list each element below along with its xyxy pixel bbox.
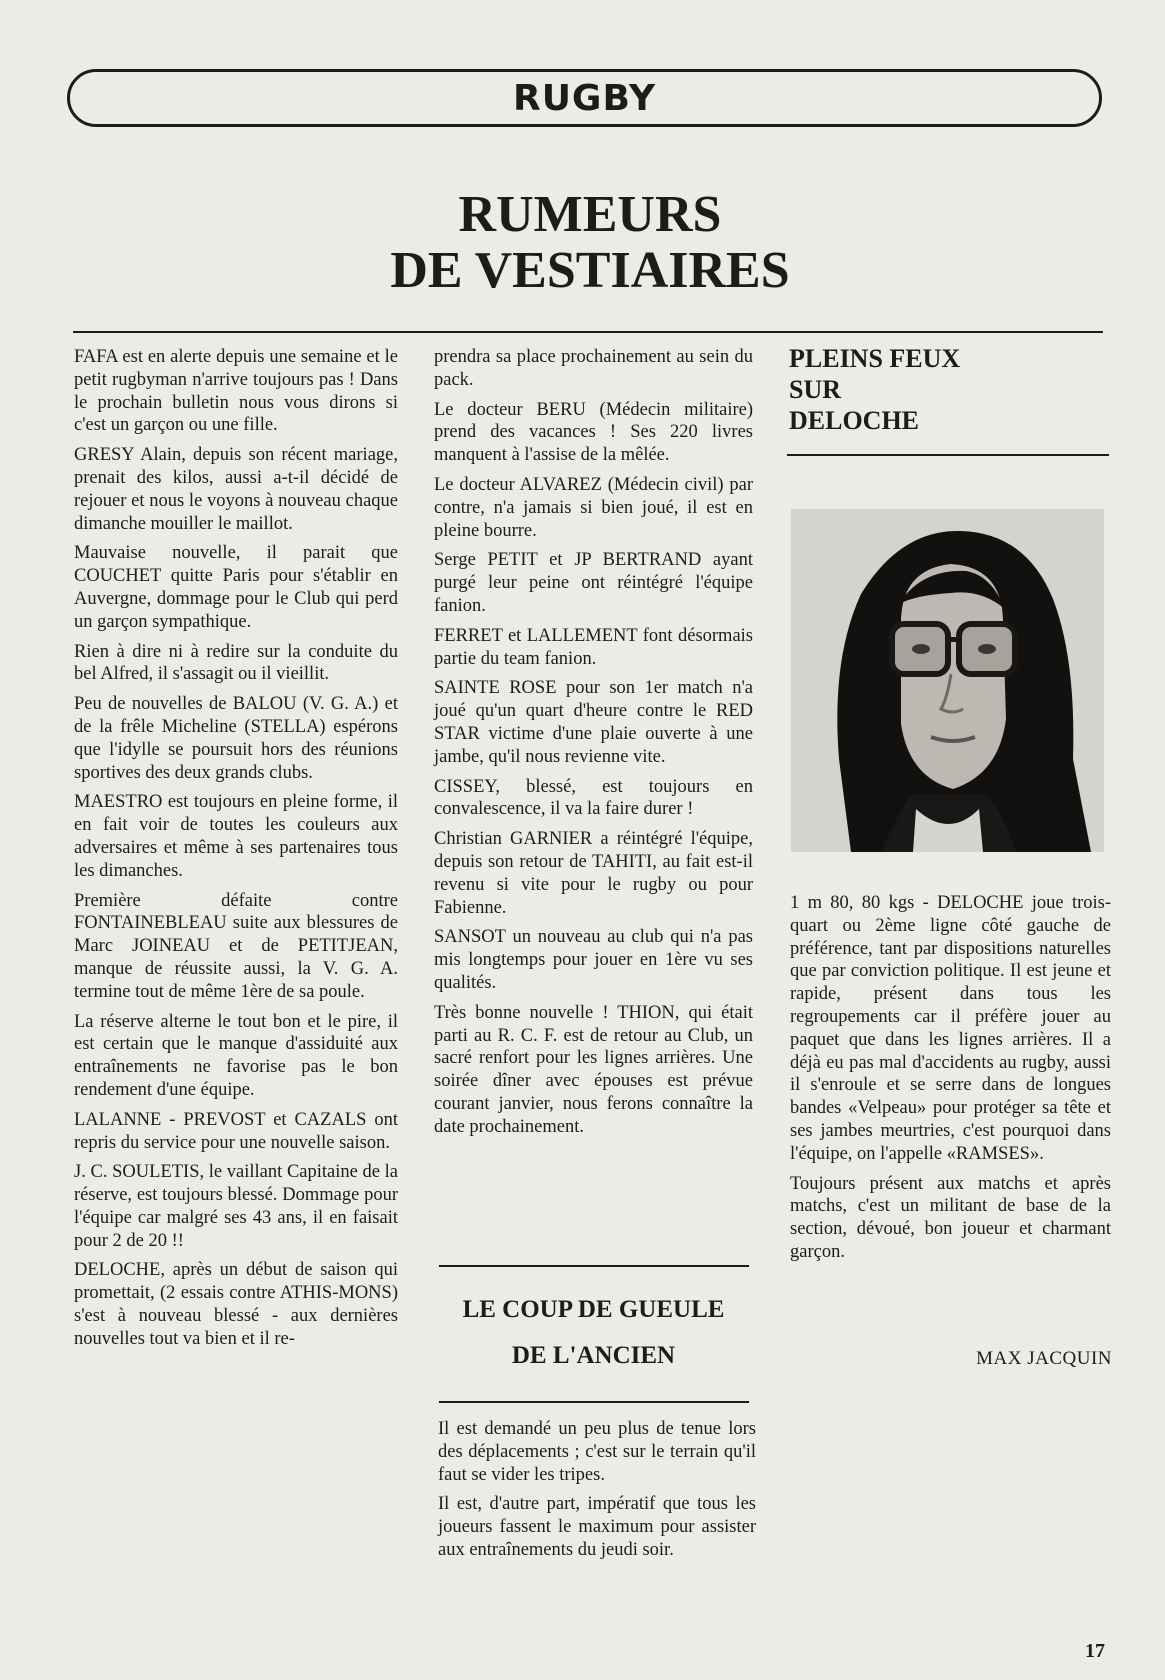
paragraph: FERRET et LALLEMENT font désormais partie du team fanion. <box>434 625 753 669</box>
paragraph: Serge PETIT et JP BERTRAND ayant purgé leur peine ont réintégré l'équipe fanion. <box>434 550 753 616</box>
sidebar-body <box>438 1418 756 1569</box>
paragraph: Très bonne nouvelle ! THION, qui était parti au R. C. F. est de retour au Club, un sacré renfort pour les lignes arrières. Une soirée dîner avec épouses est prévue courant janvier, nous ferons connaître la date prochainement. <box>434 1002 753 1137</box>
paragraph: DELOCHE, après un début de saison qui promettait, (2 essais contre ATHIS-MONS) s'est à nouveau blessé - aux dernières nouvelles tout va bien et il re- <box>74 1260 398 1349</box>
paragraph: Toujours présent aux matchs et après matchs, c'est un militant de base de la section, dévoué, bon joueur et charmant garçon. <box>790 1173 1111 1262</box>
author-byline: MAX JACQUIN <box>976 1348 1112 1369</box>
article-column-2 <box>434 346 753 1146</box>
feature-title-line-1: PLEINS FEUX <box>789 344 961 373</box>
feature-divider <box>787 454 1109 456</box>
paragraph: LALANNE - PREVOST et CAZALS ont repris du service pour une nouvelle saison. <box>74 1109 398 1153</box>
paragraph: MAESTRO est toujours en pleine forme, il en fait voir de toutes les couleurs aux adversaires et même à ses partenaires tous les dimanches. <box>74 792 398 881</box>
feature-title-line-3: DELOCHE <box>789 406 920 435</box>
paragraph: Le docteur ALVAREZ (Médecin civil) par contre, n'a jamais si bien joué, il est en pleine bourre. <box>434 474 753 541</box>
sidebar-divider-bottom <box>439 1401 749 1403</box>
headline-divider <box>73 331 1103 333</box>
paragraph: GRESY Alain, depuis son récent mariage, prenait des kilos, aussi a-t-il décidé de rejouer et nous le voyons à nouveau chaque dimanche mouiller le maillot. <box>74 445 398 534</box>
portrait-photo <box>791 509 1104 852</box>
paragraph: SAINTE ROSE pour son 1er match n'a joué qu'un quart d'heure contre le RED STAR victime d'une plaie ouverte à une jambe, qu'il nous revienne vite. <box>434 678 753 767</box>
paragraph: prendra sa place prochainement au sein du pack. <box>434 347 753 390</box>
section-banner <box>67 69 1102 127</box>
paragraph: SANSOT un nouveau au club qui n'a pas mis longtemps pour jouer en 1ère vu ses qualités. <box>434 927 753 993</box>
article-column-1 <box>74 346 398 1358</box>
article-headline <box>300 187 880 299</box>
paragraph: Il est demandé un peu plus de tenue lors des déplacements ; c'est sur le terrain qu'il faut se vider les tripes. <box>438 1419 756 1485</box>
sidebar-divider-top <box>439 1265 749 1267</box>
section-title: RUGBY <box>512 77 657 119</box>
paragraph: Mauvaise nouvelle, il parait que COUCHET quitte Paris pour s'établir en Auvergne, dommage pour le Club qui perd un garçon sympathique. <box>74 543 398 632</box>
paragraph: Peu de nouvelles de BALOU (V. G. A.) et de la frêle Micheline (STELLA) espérons que l'idylle se poursuit hors des réunions sportives des deux grands clubs. <box>74 694 398 783</box>
paragraph: La réserve alterne le tout bon et le pire, il est certain que le manque d'assiduité aux entraînements ne favorise pas le bon rendement d'une équipe. <box>74 1011 398 1100</box>
paragraph: 1 m 80, 80 kgs - DELOCHE joue trois-quart ou 2ème ligne côté gauche de préférence, tant par dispositions naturelles que par conviction politique. Il est jeune et rapide, présent dans tous les regroupements car il préfère jouer au paquet que dans les lignes arrières. Il a déjà eu pas mal d'accidents au rugby, aussi il s'enroule et se serre dans de longues bandes «Velpeau» pour protéger sa tête et ses jambes meurtries, c'est pourquoi dans l'équipe, on l'appelle «RAMSES». <box>790 893 1111 1164</box>
headline-line-2: DE VESTIAIRES <box>390 242 790 299</box>
page-number: 17 <box>1085 1640 1105 1662</box>
headline-line-1: RUMEURS <box>458 186 722 243</box>
portrait-illustration <box>791 509 1104 852</box>
paragraph: Christian GARNIER a réintégré l'équipe, depuis son retour de TAHITI, au fait est-il revenu si vite pour le rugby ou pour Fabienne. <box>434 829 753 918</box>
paragraph: FAFA est en alerte depuis une semaine et le petit rugbyman n'arrive toujours pas ! Dans le prochain bulletin nous vous dirons si c'est un garçon ou une fille. <box>74 347 398 436</box>
paragraph: J. C. SOULETIS, le vaillant Capitaine de la réserve, est toujours blessé. Dommage pour l'équipe car malgré ses 43 ans, il en faisait pour 2 de 20 !! <box>74 1162 398 1251</box>
paragraph: Première défaite contre FONTAINEBLEAU suite aux blessures de Marc JOINEAU et de PETITJEAN, manque de réussite aussi, la V. G. A. termine tout de même 1ère de sa poule. <box>74 890 398 1002</box>
sidebar-title <box>434 1287 753 1379</box>
paragraph: CISSEY, blessé, est toujours en convalescence, il va la faire durer ! <box>434 776 753 820</box>
sidebar-title-line-1: LE COUP DE GUEULE <box>462 1296 725 1323</box>
feature-title <box>789 343 1089 436</box>
paragraph: Le docteur BERU (Médecin militaire) prend des vacances ! Ses 220 livres manquent à l'assise de la mêlée. <box>434 399 753 466</box>
sidebar-title-line-2: DE L'ANCIEN <box>511 1342 676 1369</box>
feature-title-line-2: SUR <box>789 375 842 404</box>
feature-body <box>790 892 1111 1271</box>
paragraph: Rien à dire ni à redire sur la conduite du bel Alfred, il s'assagit ou il vieillit. <box>74 641 398 685</box>
paragraph: Il est, d'autre part, impératif que tous les joueurs fassent le maximum pour assister aux entraînements du jeudi soir. <box>438 1494 756 1560</box>
